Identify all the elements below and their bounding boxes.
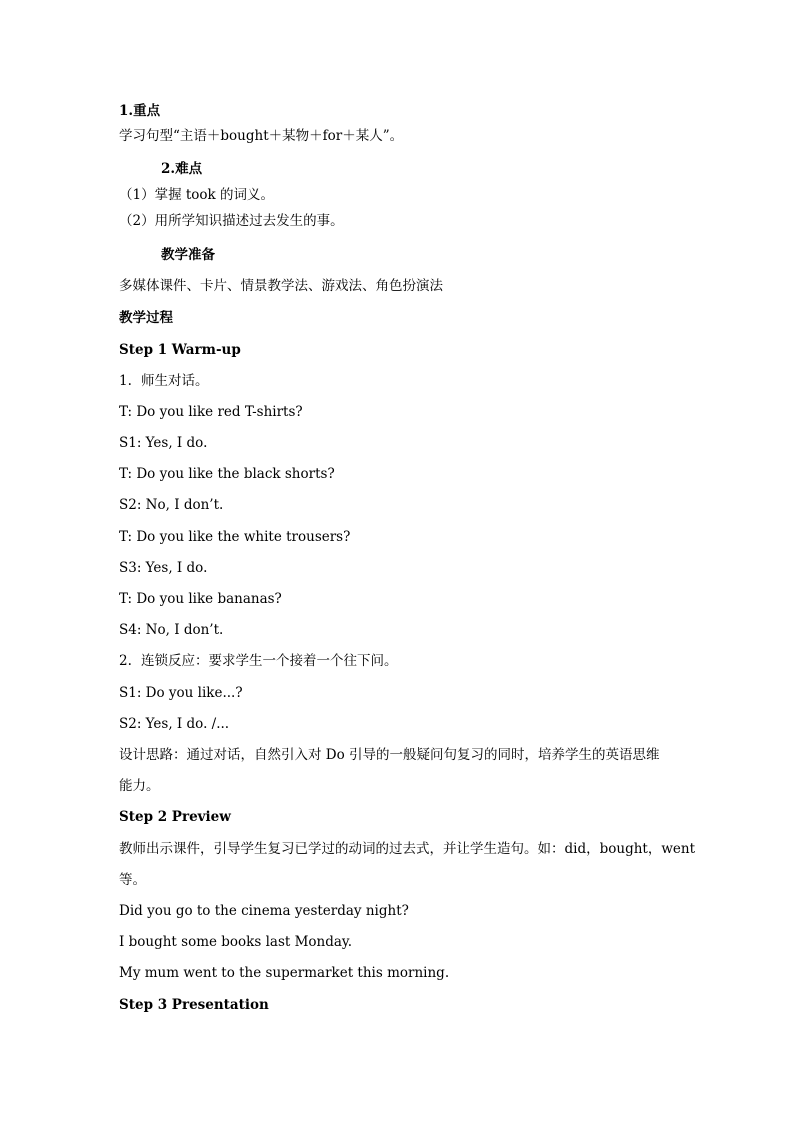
list-text: 连锁反应：要求学生一个接着一个往下问。 bbox=[141, 653, 398, 669]
heading-difficulty: 2.难点 bbox=[161, 161, 203, 177]
step1-item2 bbox=[119, 652, 398, 670]
step1-item1 bbox=[119, 372, 209, 390]
dialogue-line: S1: Yes, I do. bbox=[119, 435, 208, 451]
dialogue-line: T: Do you like the white trousers? bbox=[119, 529, 351, 545]
heading-keypoint: 1.重点 bbox=[119, 103, 161, 119]
preparation-text: 多媒体课件、卡片、情景教学法、游戏法、角色扮演法 bbox=[119, 278, 443, 294]
keypoint-text: 学习句型“主语＋bought＋某物＋for＋某人”。 bbox=[119, 128, 404, 144]
list-number: 2. bbox=[119, 653, 132, 669]
difficulty-item: （2）用所学知识描述过去发生的事。 bbox=[119, 213, 344, 229]
step1-title: Step 1 Warm-up bbox=[119, 342, 241, 358]
dialogue-line: S3: Yes, I do. bbox=[119, 560, 208, 576]
heading-preparation: 教学准备 bbox=[161, 247, 215, 263]
step2-text: 教师出示课件，引导学生复习已学过的动词的过去式，并让学生造句。如：did，bought，went bbox=[119, 841, 695, 857]
dialogue-line: S2: No, I don’t. bbox=[119, 497, 224, 513]
dialogue-line: S1: Do you like...? bbox=[119, 685, 243, 701]
list-number: 1. bbox=[119, 373, 132, 389]
difficulty-item: （1）掌握 took 的词义。 bbox=[119, 187, 275, 203]
example-sentence: Did you go to the cinema yesterday night? bbox=[119, 903, 409, 919]
design-note: 设计思路：通过对话，自然引入对 Do 引导的一般疑问句复习的同时，培养学生的英语思维 bbox=[119, 747, 660, 763]
example-sentence: I bought some books last Monday. bbox=[119, 934, 353, 950]
example-sentence: My mum went to the supermarket this morning. bbox=[119, 965, 450, 981]
step2-title: Step 2 Preview bbox=[119, 809, 231, 825]
dialogue-line: T: Do you like red T-shirts? bbox=[119, 404, 303, 420]
dialogue-line: S4: No, I don’t. bbox=[119, 622, 224, 638]
design-note-cont: 能力。 bbox=[119, 778, 160, 794]
dialogue-line: S2: Yes, I do. /... bbox=[119, 716, 230, 732]
list-text: 师生对话。 bbox=[141, 373, 209, 389]
dialogue-line: T: Do you like the black shorts? bbox=[119, 466, 335, 482]
heading-process: 教学过程 bbox=[119, 310, 173, 326]
step2-text-cont: 等。 bbox=[119, 872, 146, 888]
step3-title: Step 3 Presentation bbox=[119, 997, 269, 1013]
dialogue-line: T: Do you like bananas? bbox=[119, 591, 282, 607]
